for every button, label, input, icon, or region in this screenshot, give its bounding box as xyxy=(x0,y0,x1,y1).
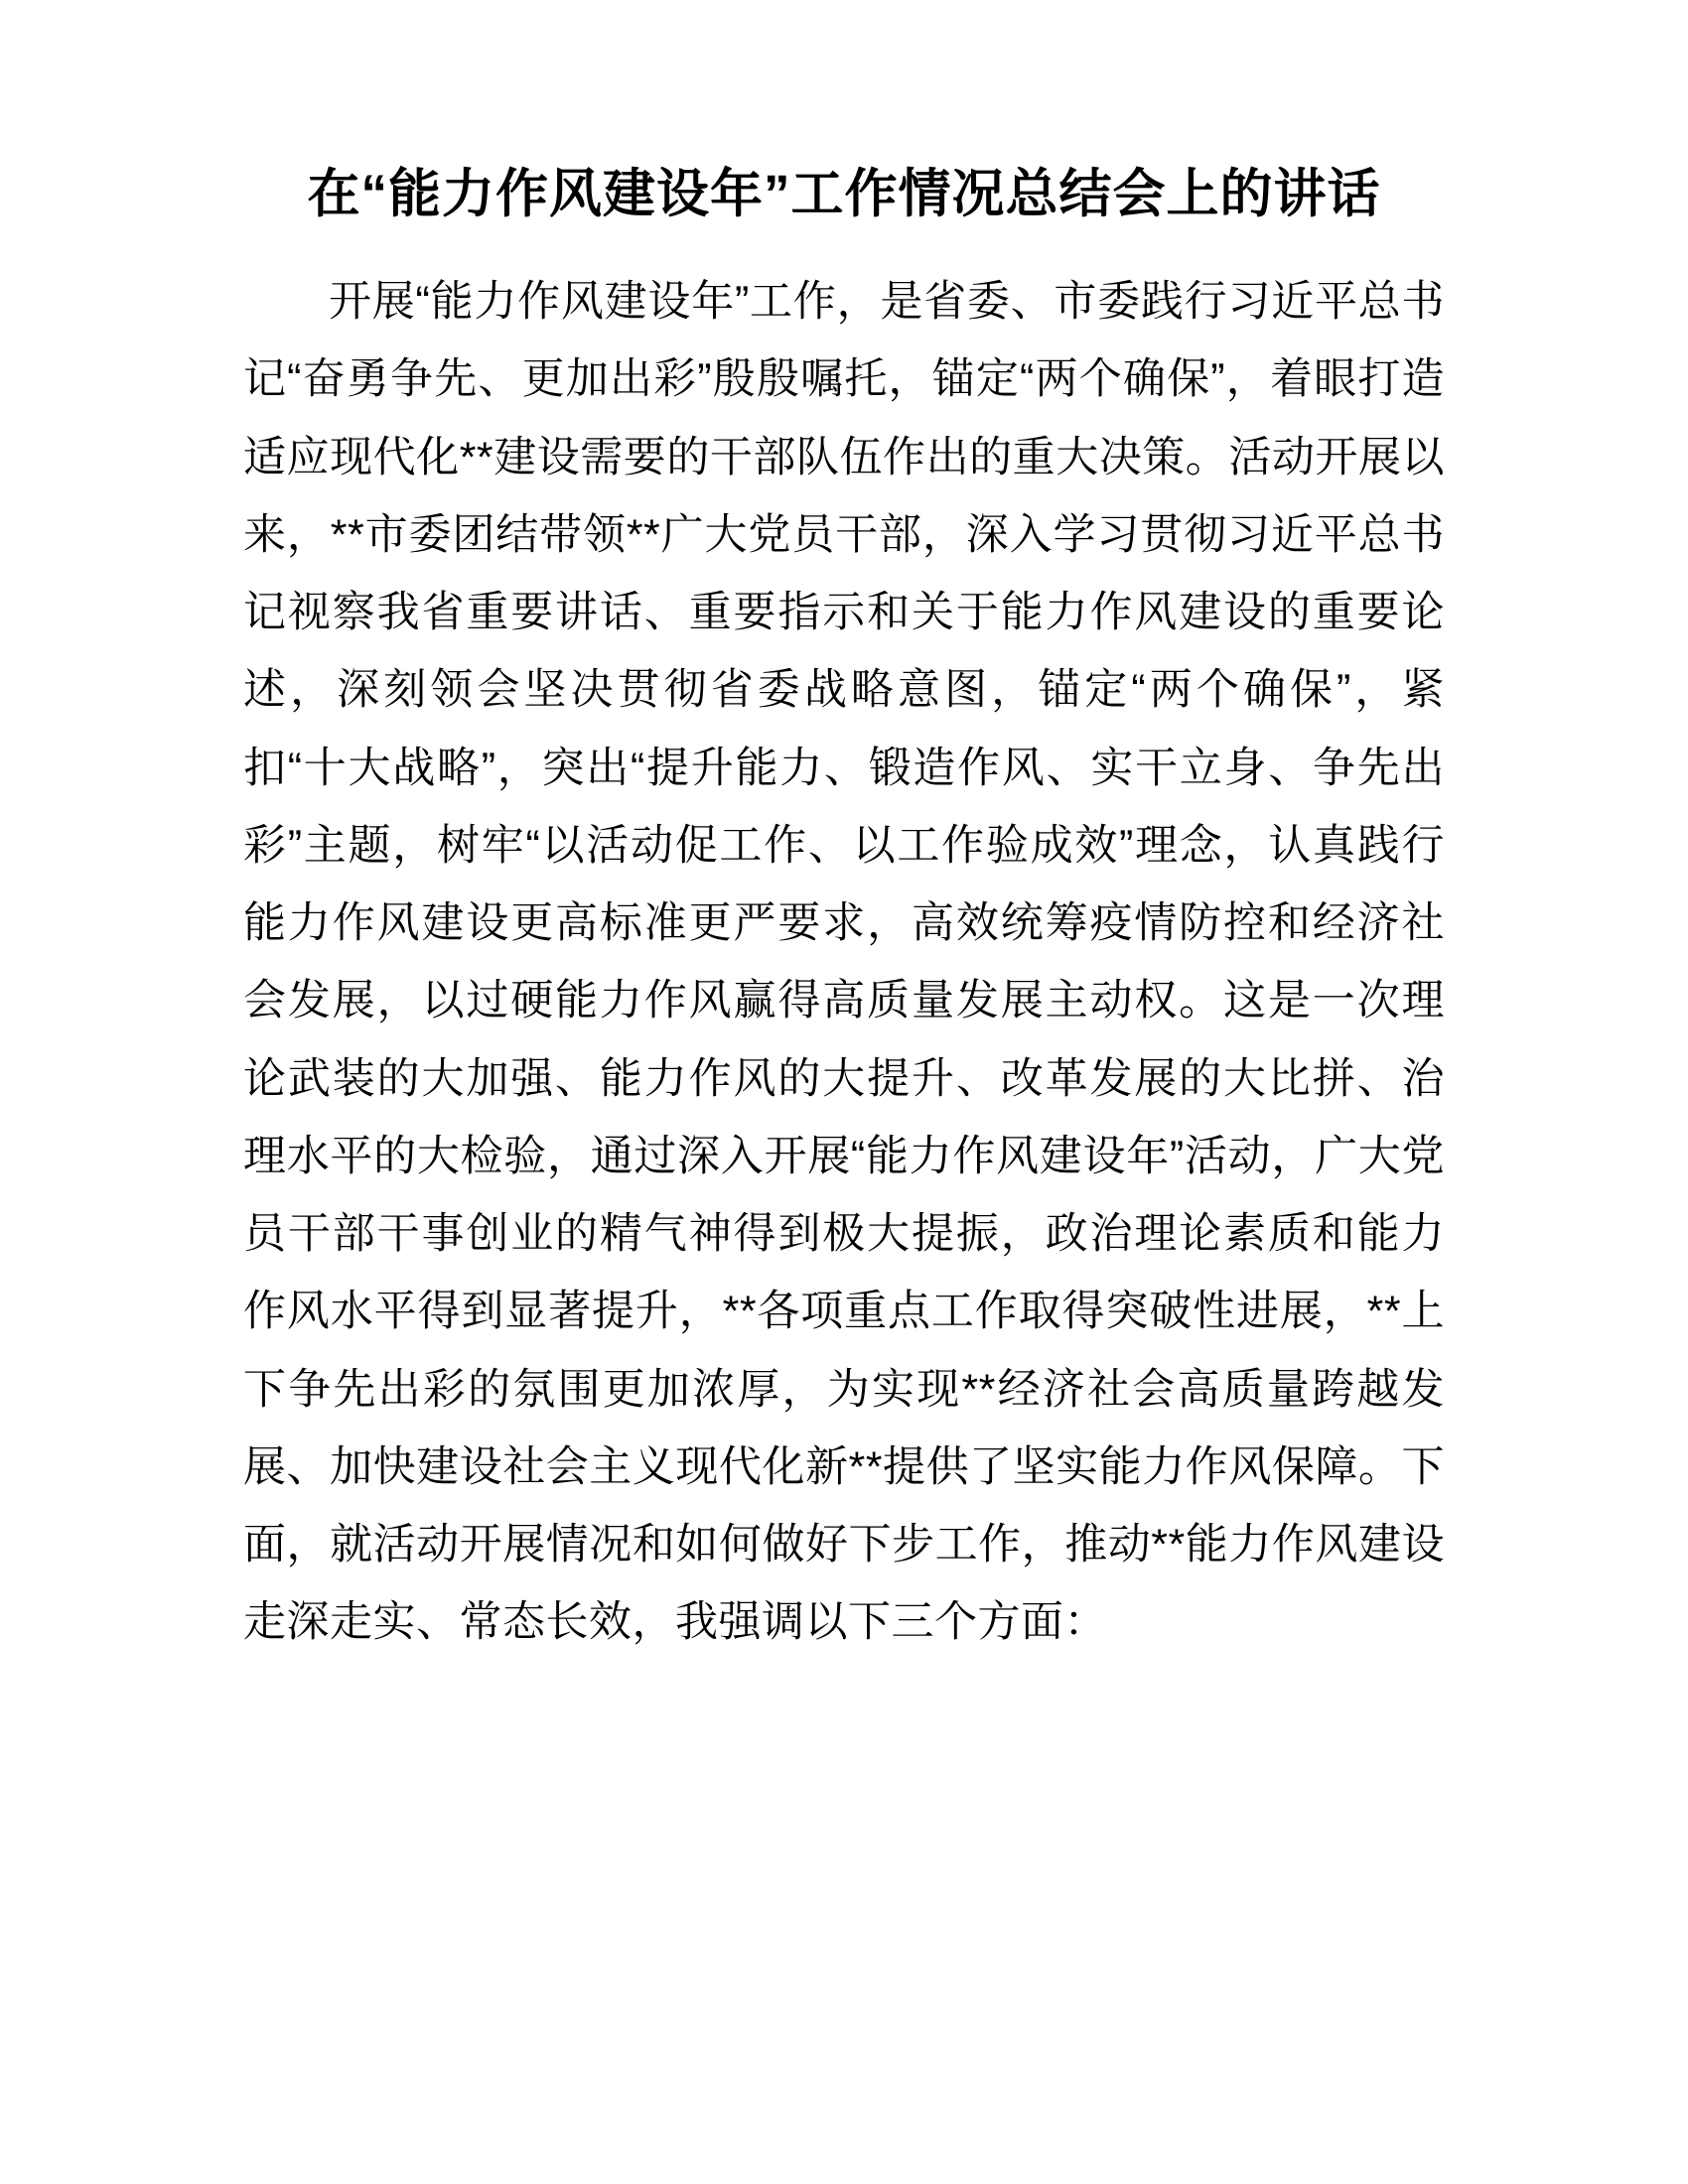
document-paragraph: 开展“能力作风建设年”工作，是省委、市委践行习近平总书记“奋勇争先、更加出彩”殷殷嘱托，锚定“两个确保”，着眼打造适应现代化**建设需要的干部队伍作出的重大决策。活动开展以来，**市委团结带领**广大党员干部，深入学习贯彻习近平总书记视察我省重要讲话、重要指示和关于能力作风建设的重要论述，深刻领会坚决贯彻省委战略意图，锚定“两个确保”，紧扣“十大战略”，突出“提升能力、锻造作风、实干立身、争先出彩”主题，树牢“以活动促工作、以工作验成效”理念，认真践行能力作风建设更高标准更严要求，高效统筹疫情防控和经济社会发展，以过硬能力作风赢得高质量发展主动权。这是一次理论武装的大加强、能力作风的大提升、改革发展的大比拼、治理水平的大检验，通过深入开展“能力作风建设年”活动，广大党员干部干事创业的精气神得到极大提振，政治理论素质和能力作风水平得到显著提升，**各项重点工作取得突破性进展，**上下争先出彩的氛围更加浓厚，为实现**经济社会高质量跨越发展、加快建设社会主义现代化新**提供了坚实能力作风保障。下面，就活动开展情况和如何做好下步工作，推动**能力作风建设走深走实、常态长效，我强调以下三个方面： xyxy=(243,278,1445,1647)
document-title: 在“能力作风建设年”工作情况总结会上的讲话 xyxy=(307,165,1381,223)
